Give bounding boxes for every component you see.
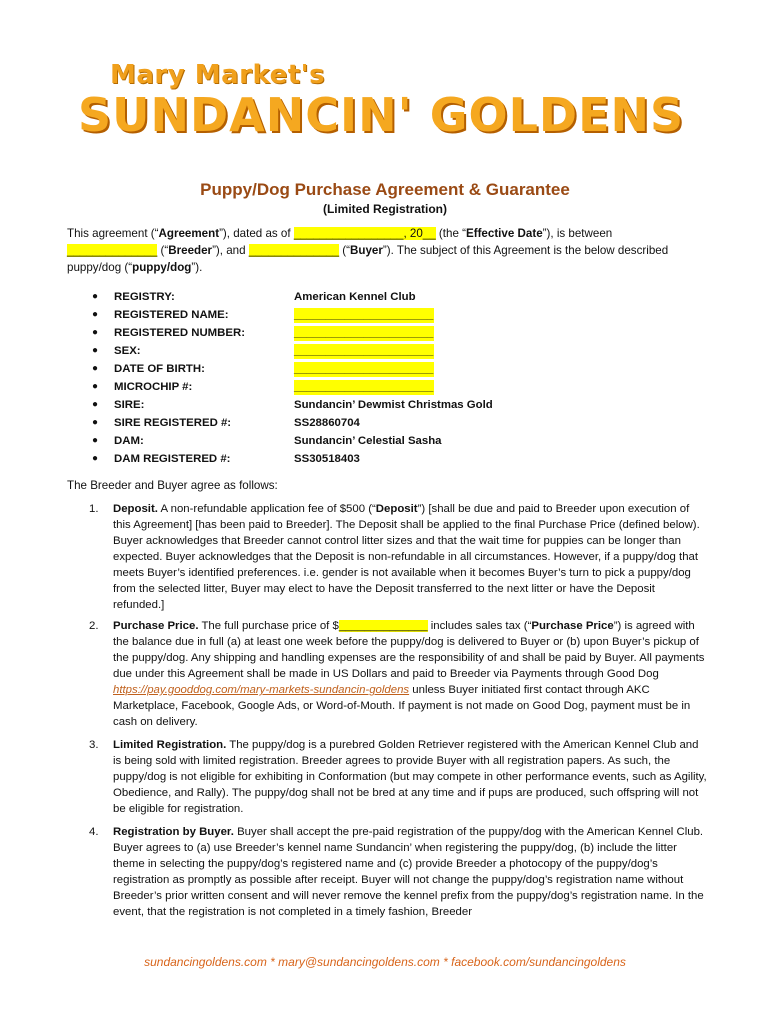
intro-text: (“	[157, 244, 169, 257]
logo-line-2: SUNDANCIN' GOLDENS	[78, 88, 685, 142]
bullet-icon: ●	[92, 399, 99, 410]
intro-text: ”).	[191, 261, 203, 274]
section-text	[113, 824, 709, 920]
price-blank-field[interactable]: ______________	[338, 620, 428, 632]
detail-row	[92, 414, 552, 432]
term-buyer: Buyer	[350, 244, 383, 257]
intro-paragraph	[67, 225, 707, 276]
date-blank-field[interactable]: _________________, 20__	[293, 227, 436, 240]
detail-label: REGISTERED NAME:	[114, 309, 229, 321]
detail-label: DATE OF BIRTH:	[114, 363, 205, 375]
section-body: unless Buyer initiated first contact through AKC Marketplace, Facebook, Google Ads, or Word-of-Mouth. If payment is not made on Good Dog, payment must be in cash on delivery.	[113, 684, 691, 728]
detail-value: American Kennel Club	[294, 291, 416, 303]
section-body: The full purchase price of $	[198, 620, 339, 632]
gooddog-payment-link[interactable]: https://pay.gooddog.com/mary-markets-sundancin-goldens	[113, 684, 410, 696]
section-text	[113, 618, 709, 730]
section-heading: Limited Registration.	[113, 739, 227, 751]
detail-value: SS30518403	[294, 453, 360, 465]
logo-line-1: Mary Market's	[110, 60, 326, 90]
detail-row	[92, 342, 552, 360]
detail-row	[92, 306, 552, 324]
detail-value: Sundancin’ Celestial Sasha	[294, 435, 442, 447]
bullet-icon: ●	[92, 291, 99, 302]
term-breeder: Breeder	[168, 244, 213, 257]
detail-label: REGISTRY:	[114, 291, 175, 303]
agree-intro: The Breeder and Buyer agree as follows:	[67, 479, 278, 492]
buyer-blank-field[interactable]: ______________	[248, 244, 340, 257]
term-effective-date: Effective Date	[465, 227, 543, 240]
detail-value: Sundancin’ Dewmist Christmas Gold	[294, 399, 493, 411]
detail-label: DAM:	[114, 435, 144, 447]
section-body: ”) is agreed with the balance due in full (a) at least one week before the puppy/dog is delivered to Buyer or (b) upon Buyer’s pickup of the puppy/dog. Any shipping and handling expenses are the responsibility of and shall be paid by Buyer. All payments due under this Agreement shall be made in US Dollars and paid to Breeder via Payments through Good Dog	[113, 620, 705, 680]
document-title: Puppy/Dog Purchase Agreement & Guarantee	[200, 180, 570, 199]
intro-text: ”), is between	[542, 227, 613, 240]
bullet-icon: ●	[92, 417, 99, 428]
detail-blank-field[interactable]: ______________________	[294, 362, 434, 375]
section-body: Buyer shall accept the pre-paid registration of the puppy/dog with the American Kennel Club. Buyer agrees to (a) use Breeder’s kennel name Sundancin’ when registering the puppy/dog, (b) include the litter theme in selecting the puppy/dog’s registered name and (c) provide Breeder a photocopy of the puppy/dog’s registration as promptly as possible after receipt. Buyer will not change the puppy/dog’s registration name without Breeder’s prior written consent and will never remove the kennel prefix from the puppy/dog’s registration name. In the event, that the registration is not completed in a timely fashion, Breeder	[113, 826, 704, 918]
page-footer: sundancingoldens.com * mary@sundancingoldens.com * facebook.com/sundancingoldens	[144, 955, 626, 969]
bullet-icon: ●	[92, 345, 99, 356]
detail-label: SIRE:	[114, 399, 145, 411]
section-number: 2.	[89, 620, 99, 632]
detail-label: MICROCHIP #:	[114, 381, 193, 393]
term-puppy-dog: puppy/dog	[132, 261, 192, 274]
bullet-icon: ●	[92, 453, 99, 464]
dog-details-list	[92, 288, 552, 468]
section-heading: Purchase Price.	[113, 620, 199, 632]
detail-row	[92, 396, 552, 414]
detail-row	[92, 432, 552, 450]
breeder-blank-field[interactable]: ______________	[67, 244, 158, 257]
section-body: A non-refundable application fee of $500 (“	[157, 503, 376, 515]
detail-row	[92, 378, 552, 396]
bullet-icon: ●	[92, 327, 99, 338]
intro-text: ”). The subject of this Agreement is the below described puppy/dog (“	[67, 244, 669, 274]
detail-blank-field[interactable]: ______________________	[294, 344, 434, 357]
detail-label: SEX:	[114, 345, 141, 357]
intro-text: (the “	[435, 227, 466, 240]
section-number: 4.	[89, 826, 99, 838]
detail-blank-field[interactable]: ______________________	[294, 326, 434, 339]
bullet-icon: ●	[92, 435, 99, 446]
term-purchase-price: Purchase Price	[531, 620, 614, 632]
detail-blank-field[interactable]: ______________________	[294, 308, 434, 321]
intro-text: ”), and	[212, 244, 249, 257]
bullet-icon: ●	[92, 309, 99, 320]
section-heading: Deposit.	[113, 503, 158, 515]
detail-blank-field[interactable]: ______________________	[294, 380, 434, 393]
detail-row	[92, 450, 552, 468]
section-number: 1.	[89, 503, 99, 515]
section-text	[113, 737, 709, 817]
detail-row	[92, 324, 552, 342]
term-deposit: Deposit	[375, 503, 418, 515]
intro-text: This agreement (“	[67, 227, 159, 240]
section-body: ”) [shall be due and paid to Breeder upon execution of this Agreement] [has been paid to Breeder]. The Deposit shall be applied to the final Purchase Price (defined below). Buyer acknowledges that Breeder cannot control litter sizes and that the wait time for puppies can be longer than expected. Buyer acknowledges that the Deposit is non-refundable in all circumstances. However, if a puppy/dog that meets Buyer’s identified preferences. i.e. gender is not available when it becomes Buyer’s turn to pick a puppy/dog from the selected litter, Buyer may elect to have the Deposit transferred to the next litter or have the Deposit refunded.]	[113, 503, 700, 611]
section-body: The puppy/dog is a purebred Golden Retriever registered with the American Kennel Club and is being sold with limited registration. Breeder agrees to provide Buyer with all registration papers. As such, the puppy/dog is not eligible for exhibiting in Conformation (but may compete in other performance events, such as Agility, Obedience, and Rally). The puppy/dog shall not be bred at any time and if pups are produced, such offspring will not be eligible for registration.	[113, 739, 707, 815]
section-body: includes sales tax (“	[427, 620, 532, 632]
detail-row	[92, 288, 552, 306]
detail-label: REGISTERED NUMBER:	[114, 327, 245, 339]
section-number: 3.	[89, 739, 99, 751]
term-agreement: Agreement	[158, 227, 220, 240]
bullet-icon: ●	[92, 363, 99, 374]
brand-logo	[78, 60, 685, 150]
bullet-icon: ●	[92, 381, 99, 392]
section-text	[113, 501, 709, 613]
detail-row	[92, 360, 552, 378]
section-heading: Registration by Buyer.	[113, 826, 234, 838]
intro-text: (“	[339, 244, 351, 257]
document-subtitle: (Limited Registration)	[322, 202, 447, 216]
detail-label: DAM REGISTERED #:	[114, 453, 231, 465]
detail-label: SIRE REGISTERED #:	[114, 417, 232, 429]
intro-text: ”), dated as of	[219, 227, 294, 240]
detail-value: SS28860704	[294, 417, 360, 429]
